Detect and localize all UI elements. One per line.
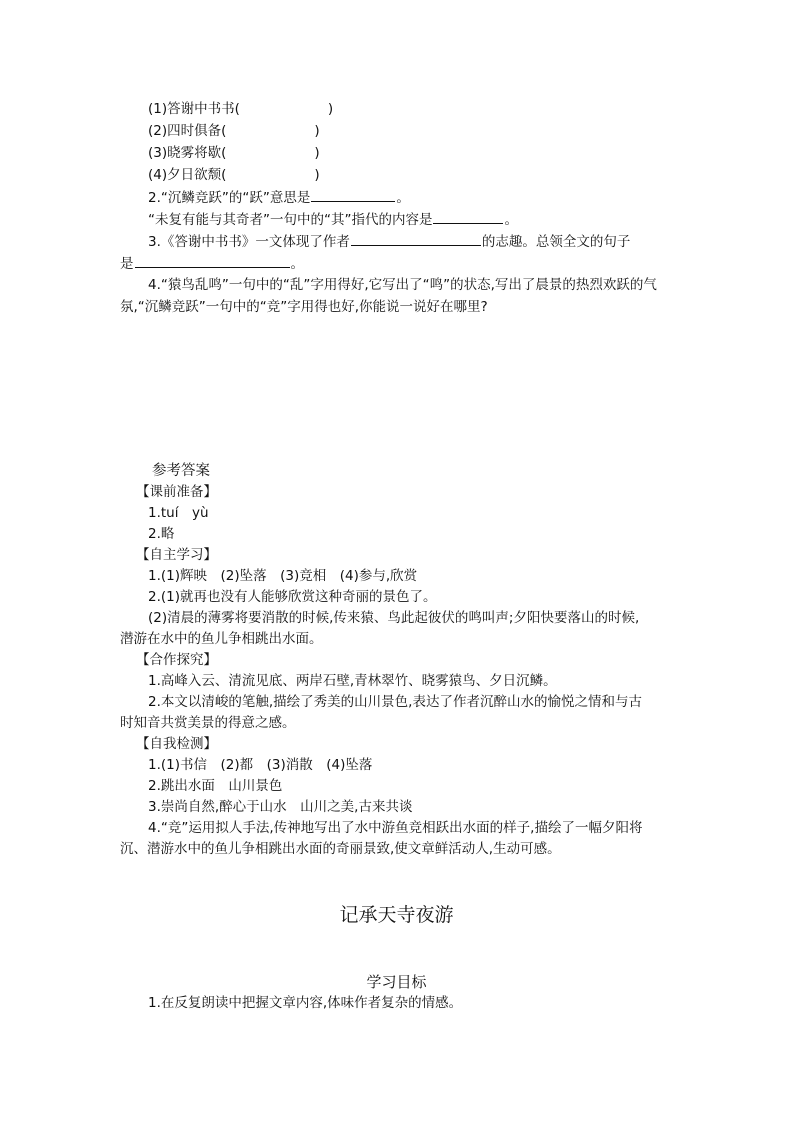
paren-close: ): [314, 123, 320, 139]
lesson-title: 记承天寺夜游: [339, 904, 454, 926]
answer-line: 4.“竞”运用拟人手法,传神地写出了水中游鱼竞相跃出水面的样子,描绘了一幅夕阳将: [148, 820, 643, 836]
paren-close: ): [314, 145, 320, 161]
q4-line-2: 氛,“沉鳞竞跃”一句中的“竞”字用得也好,你能说一说好在哪里?: [120, 299, 488, 315]
q3-line-2-text: 是: [120, 256, 134, 272]
section-title-self-study: 【自主学习】: [136, 547, 217, 563]
q3-line-1-text-end: 的志趣。总领全文的句子: [481, 234, 631, 250]
answer-blank: [433, 210, 503, 224]
q2-line-1: [148, 188, 410, 207]
paren-open: (: [221, 145, 227, 161]
q3-line-1: [148, 232, 630, 251]
section-subtitle: 学习目标: [366, 973, 427, 991]
paren-open: (: [221, 123, 227, 139]
q1-item-1-text: (1)答谢中书书: [148, 101, 235, 117]
q3-line-2: [120, 254, 304, 273]
section-title-prep: 【课前准备】: [136, 484, 217, 500]
q1-item-1: [148, 100, 333, 118]
answer-line: (2)清晨的薄雾将要消散的时候,传来猿、鸟此起彼伏的鸣叫声;夕阳快要落山的时候,: [148, 610, 640, 626]
q1-item-3: [148, 144, 320, 162]
answer-blank: [351, 232, 481, 246]
q4-line-1: 4.“猿鸟乱鸣”一句中的“乱”字用得好,它写出了“鸣”的状态,写出了晨景的热烈欢跃的气: [148, 277, 657, 293]
q3-line-1-text: 3.《答谢中书书》一文体现了作者: [148, 234, 350, 250]
answer-line: 2.(1)就再也没有人能够欣赏这种奇丽的景色了。: [148, 589, 437, 605]
answer-line: 沉、潜游水中的鱼儿争相跳出水面的奇丽景致,使文章鲜活动人,生动可感。: [120, 841, 561, 857]
answer-line: 1.(1)辉映 (2)坠落 (3)竞相 (4)参与,欣赏: [148, 568, 418, 584]
q1-item-2-text: (2)四时俱备: [148, 123, 222, 139]
q3-line-2-end: 。: [290, 256, 304, 272]
q2-line-2-end: 。: [504, 212, 518, 228]
answer-line: 2.跳出水面 山川景色: [148, 778, 283, 794]
answer-line: 1.tuí yù: [148, 505, 209, 521]
paren-close: ): [314, 167, 320, 183]
answer-line: 2.略: [148, 526, 175, 542]
q1-item-2: [148, 122, 320, 140]
answer-line: 2.本文以清峻的笔触,描绘了秀美的山川景色,表达了作者沉醉山水的愉悦之情和与古: [148, 694, 642, 710]
q2-line-2-text: “未复有能与其奇者”一句中的“其”指代的内容是: [148, 212, 433, 228]
answer-line: 1.高峰入云、清流见底、两岸石壁,青林翠竹、晓雾猿鸟、夕日沉鳞。: [148, 673, 557, 689]
section-title-cooperation: 【合作探究】: [136, 652, 217, 668]
answer-line: 3.崇尚自然,醉心于山水 山川之美,古来共谈: [148, 799, 413, 815]
paren-open: (: [221, 167, 227, 183]
paren-open: (: [234, 101, 240, 117]
section-title-self-test: 【自我检测】: [136, 736, 217, 752]
answer-blank: [135, 254, 290, 268]
q1-item-4: [148, 166, 320, 184]
answer-line: 潜游在水中的鱼儿争相跳出水面。: [120, 631, 323, 647]
answer-line: 时知音共赏美景的得意之感。: [120, 715, 296, 731]
answer-blank: [311, 188, 395, 202]
q1-item-4-text: (4)夕日欲颓: [148, 167, 222, 183]
q2-line-2: [148, 210, 518, 229]
q1-item-3-text: (3)晓雾将歇: [148, 145, 222, 161]
q2-line-1-end: 。: [396, 190, 410, 206]
q2-line-1-text: 2.“沉鳞竞跃”的“跃”意思是: [148, 190, 311, 206]
answer-line: 1.(1)书信 (2)都 (3)消散 (4)坠落: [148, 757, 373, 773]
answers-heading: 参考答案: [152, 463, 210, 479]
learning-goal: 1.在反复朗读中把握文章内容,体味作者复杂的情感。: [148, 995, 463, 1011]
paren-close: ): [327, 101, 334, 117]
